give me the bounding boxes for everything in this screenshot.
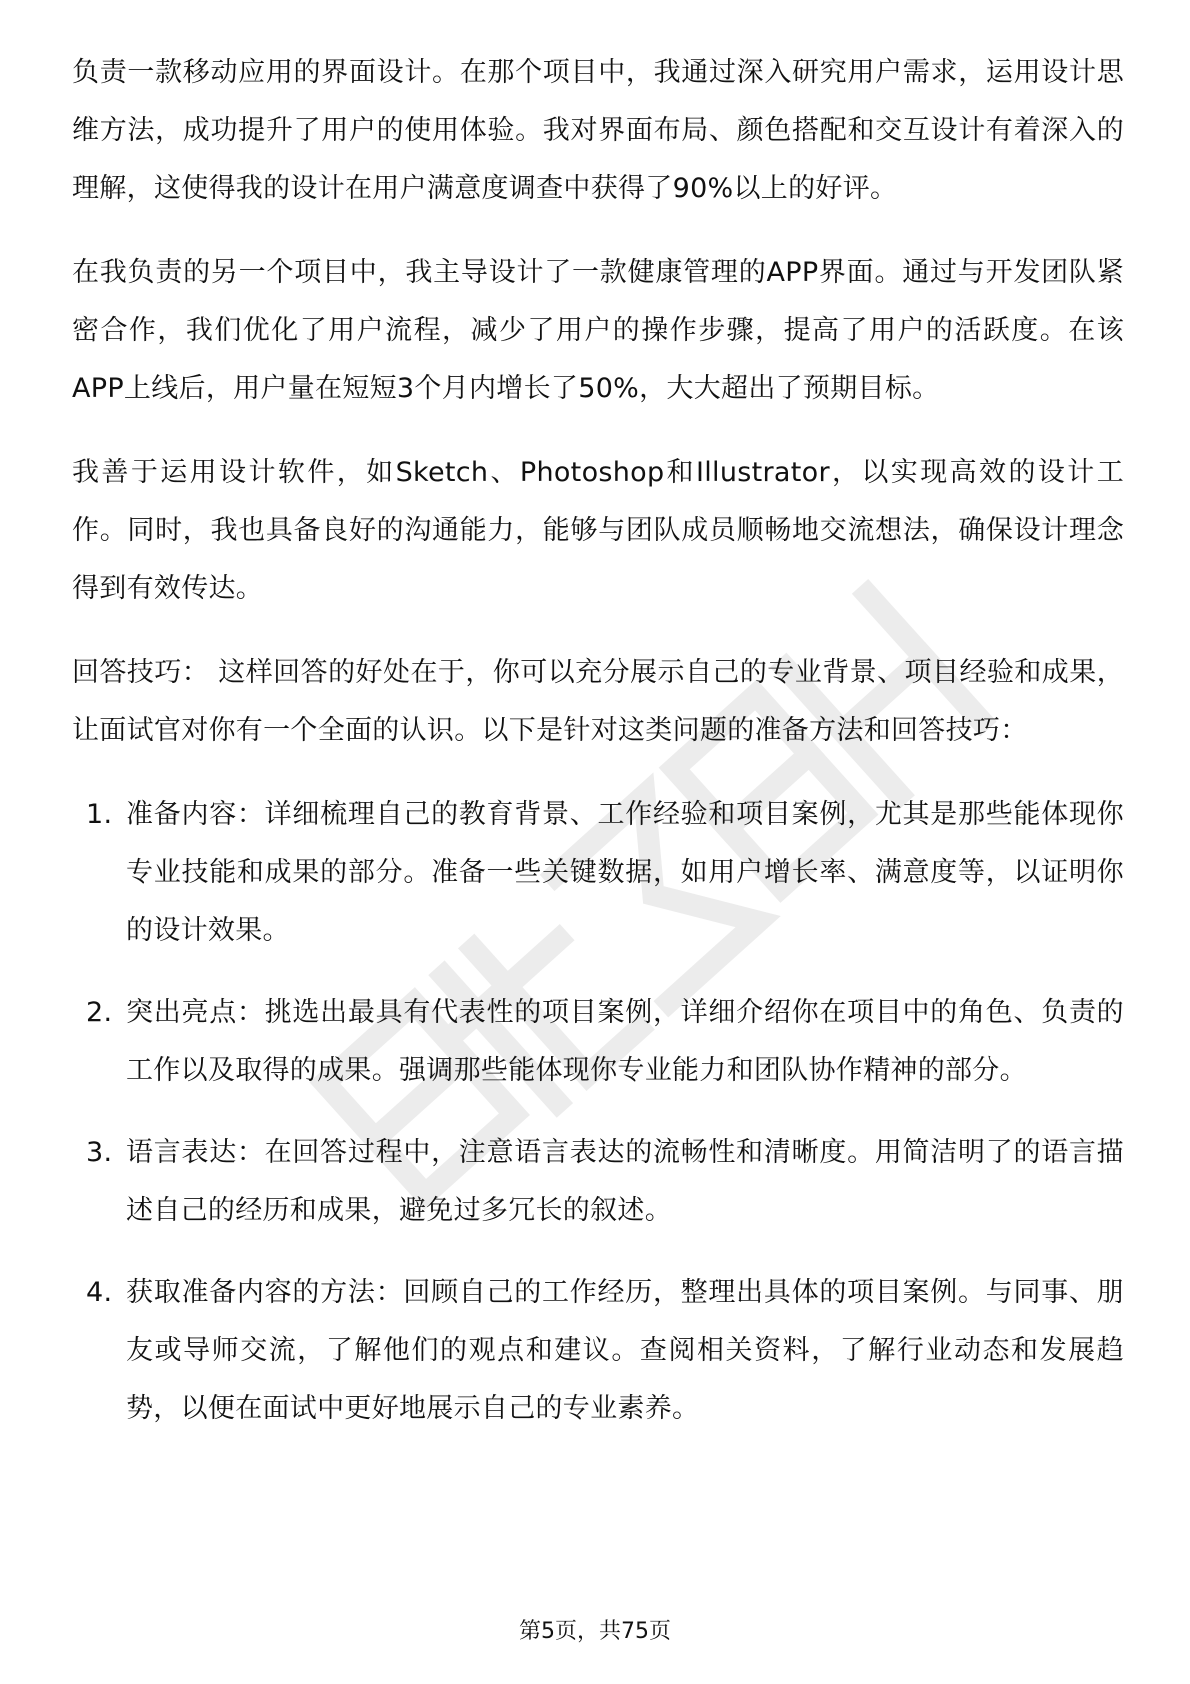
list-item-number: 1. bbox=[86, 799, 113, 830]
paragraph-health-app: 在我负责的另一个项目中，我主导设计了一款健康管理的APP界面。通过与开发团队紧密合作，我们优化了用户流程，减少了用户的操作步骤，提高了用户的活跃度。在该APP上线后，用户量在短短3个月内增长了50%，大大超出了预期目标。 bbox=[72, 257, 1124, 404]
page-footer: 第5页，共75页 bbox=[519, 1619, 671, 1644]
list-item-number: 3. bbox=[86, 1137, 113, 1168]
list-item-number: 4. bbox=[86, 1277, 113, 1308]
list-item-number: 2. bbox=[86, 997, 113, 1028]
list-item bbox=[72, 984, 1124, 1100]
list-item-text: 准备内容：详细梳理自己的教育背景、工作经验和项目案例，尤其是那些能体现你专业技能和成果的部分。准备一些关键数据，如用户增长率、满意度等，以证明你的设计效果。 bbox=[126, 799, 1124, 946]
list-item bbox=[72, 786, 1124, 960]
paragraph-ui-project: 负责一款移动应用的界面设计。在那个项目中，我通过深入研究用户需求，运用设计思维方法，成功提升了用户的使用体验。我对界面布局、颜色搭配和交互设计有着深入的理解，这使得我的设计在用户满意度调查中获得了90%以上的好评。 bbox=[72, 57, 1124, 204]
paragraph-answer-tips: 回答技巧： 这样回答的好处在于，你可以充分展示自己的专业背景、项目经验和成果，让面试官对你有一个全面的认识。以下是针对这类问题的准备方法和回答技巧： bbox=[72, 657, 1124, 746]
list-item-text: 语言表达：在回答过程中，注意语言表达的流畅性和清晰度。用简洁明了的语言描述自己的经历和成果，避免过多冗长的叙述。 bbox=[126, 1137, 1124, 1226]
list-item-text: 突出亮点：挑选出最具有代表性的项目案例，详细介绍你在项目中的角色、负责的工作以及取得的成果。强调那些能体现你专业能力和团队协作精神的部分。 bbox=[126, 997, 1124, 1086]
list-item-text: 获取准备内容的方法：回顾自己的工作经历，整理出具体的项目案例。与同事、朋友或导师交流，了解他们的观点和建议。查阅相关资料，了解行业动态和发展趋势，以便在面试中更好地展示自己的专业素养。 bbox=[126, 1277, 1124, 1424]
paragraph-skills: 我善于运用设计软件，如Sketch、Photoshop和Illustrator，以实现高效的设计工作。同时，我也具备良好的沟通能力，能够与团队成员顺畅地交流想法，确保设计理念得到有效传达。 bbox=[72, 457, 1124, 604]
tips-list bbox=[72, 786, 1124, 1438]
list-item bbox=[72, 1124, 1124, 1240]
list-item bbox=[72, 1264, 1124, 1438]
document-body bbox=[72, 44, 1124, 1462]
